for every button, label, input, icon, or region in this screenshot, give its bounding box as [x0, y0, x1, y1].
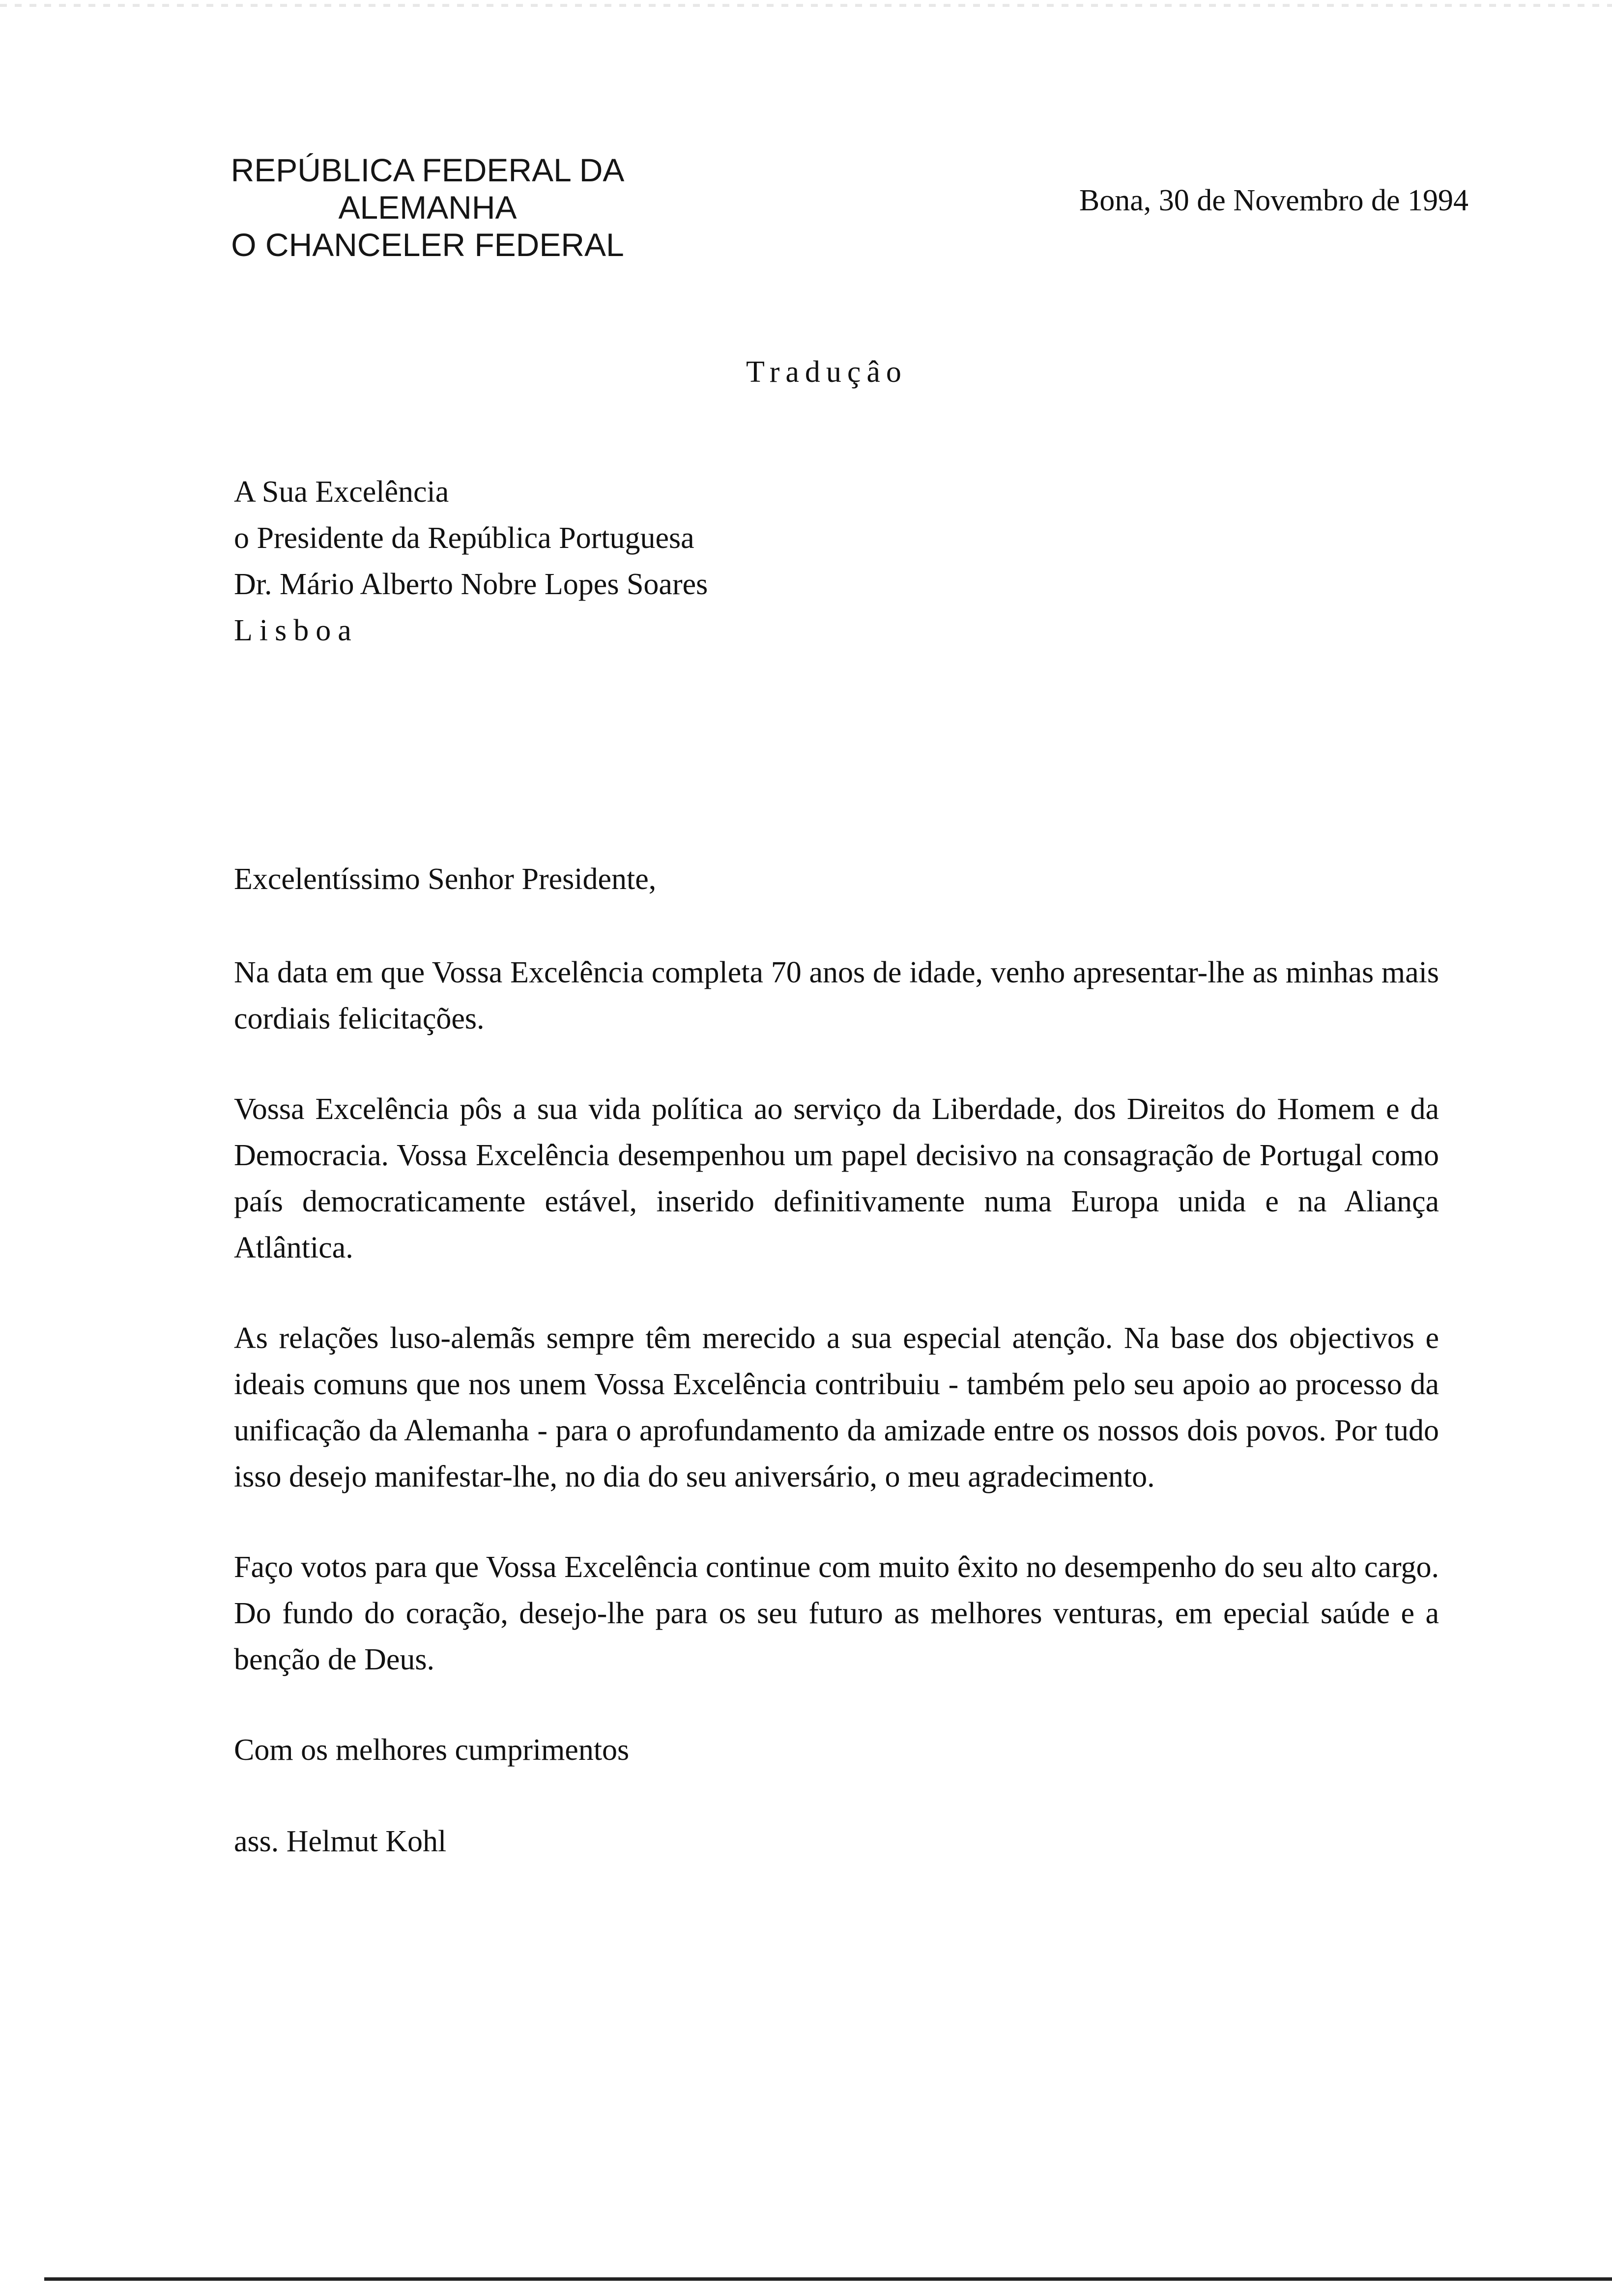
scan-edge-noise: [0, 4, 1612, 7]
letter-body: [234, 856, 1439, 1865]
recipient-city: Lisboa: [234, 614, 358, 647]
letterhead-line-2: ALEMANHA: [338, 189, 517, 226]
paragraph-1: Na data em que Vossa Excelência completa 70 anos de idade, venho apresentar-lhe as minhas mais cordiais felicitações.: [234, 956, 1439, 1035]
bottom-rule: [44, 2277, 1612, 2281]
paragraph-3: As relações luso-alemãs sempre têm merecido a sua especial atenção. Na base dos objectivos e ideais comuns que nos unem Vossa Excelência contribuiu - também pelo seu apoio ao processo da unificação da Alemanha - para o aprofundamento da amizade entre os nossos dois povos. Por tudo isso desejo manifestar-lhe, no dia do seu aniversário, o meu agradecimento.: [234, 1321, 1439, 1493]
signature: ass. Helmut Kohl: [234, 1825, 447, 1858]
paragraph-4: Faço votos para que Vossa Excelência continue com muito êxito no desempenho do seu alto cargo. Do fundo do coração, desejo-lhe para os seu futuro as melhores venturas, em epecial saúde e a benção de Deus.: [234, 1550, 1439, 1676]
recipient-line-1: A Sua Excelência: [234, 475, 449, 509]
recipient-line-3: Dr. Mário Alberto Nobre Lopes Soares: [234, 568, 708, 601]
letterhead: [211, 151, 644, 263]
recipient-address: [234, 469, 708, 654]
letterhead-line-3: O CHANCELER FEDERAL: [231, 227, 624, 263]
closing: Com os melhores cumprimentos: [234, 1733, 630, 1767]
salutation: Excelentíssimo Senhor Presidente,: [234, 862, 657, 896]
recipient-line-2: o Presidente da República Portuguesa: [234, 521, 694, 555]
paragraph-2: Vossa Excelência pôs a sua vida política ao serviço da Liberdade, dos Direitos do Homem e da Democracia. Vossa Excelência desempenhou um papel decisivo na consagração de Portugal como país democraticamente estável, inserido definitivamente numa Europa unida e na Aliança Atlântica.: [234, 1092, 1439, 1264]
letter-date: Bona, 30 de Novembro de 1994: [1079, 184, 1468, 217]
translation-label: Traduçâo: [746, 355, 907, 389]
letterhead-line-1: REPÚBLICA FEDERAL DA: [230, 152, 625, 188]
